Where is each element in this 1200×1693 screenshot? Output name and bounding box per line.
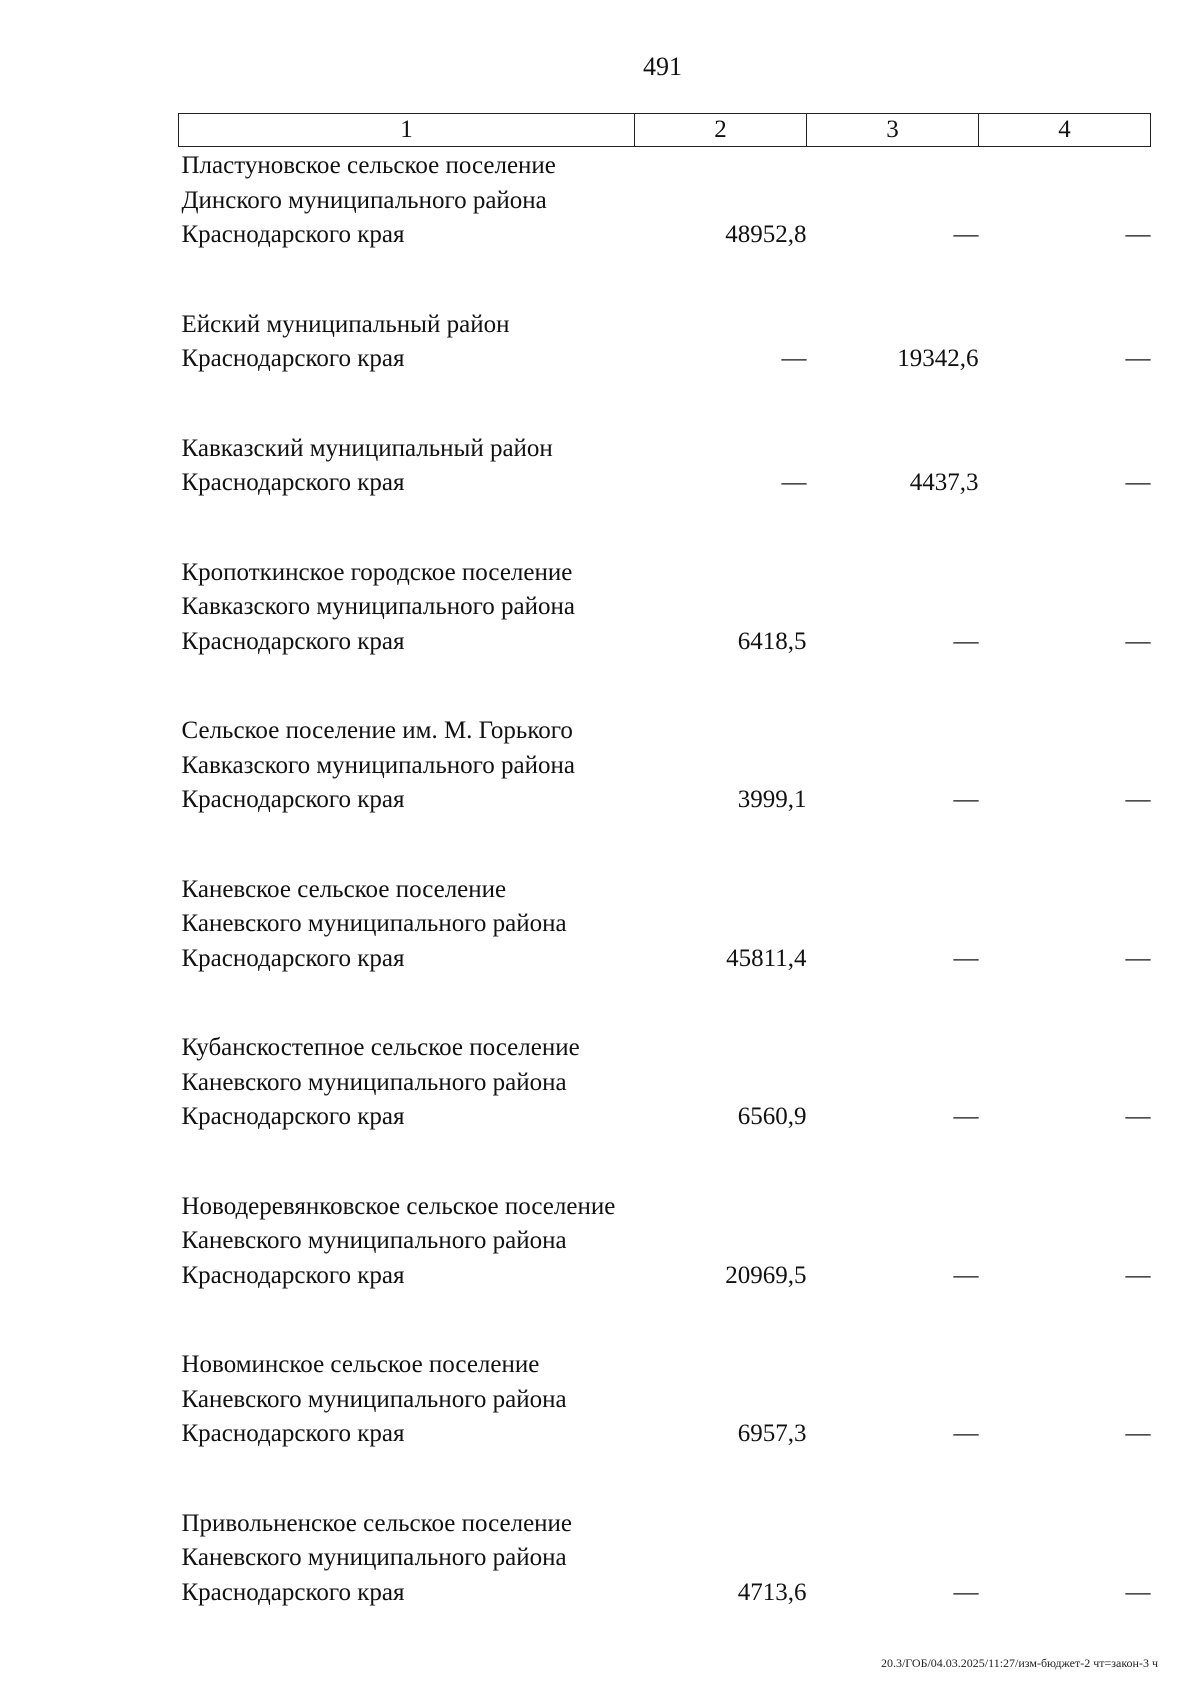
row-col4-value: — <box>1125 1261 1151 1289</box>
page-number: 491 <box>643 52 682 81</box>
row-col2-value: 6560,9 <box>737 1103 807 1130</box>
row-name: Кропоткинское городское поселение Кавказского муниципального района Краснодарского края <box>181 558 575 655</box>
row-name: Новодеревянковское сельское поселение Каневского муниципального района Краснодарского края <box>181 1192 616 1289</box>
row-col4-value: — <box>1125 221 1151 248</box>
table-header <box>179 114 1151 147</box>
table-row <box>179 308 1151 432</box>
table-row <box>179 1348 1151 1507</box>
table-row <box>179 556 1151 715</box>
row-col2-value: 6418,5 <box>737 627 807 655</box>
row-name: Каневское сельское поселение Каневского муниципального района Краснодарского края <box>181 875 567 972</box>
row-name: Пластуновское сельское поселение Динского муниципального района Краснодарского края <box>181 152 556 248</box>
row-col3-value: — <box>953 627 979 655</box>
document-footer-code: 20.3/ГОБ/04.03.2025/11:27/изм-бюджет-2 чт=закон-3 ч <box>880 1656 1158 1670</box>
row-col4-value: — <box>1125 1420 1151 1447</box>
row-col3-value: — <box>953 786 979 813</box>
row-col4-value: — <box>1125 469 1151 496</box>
row-col2-value: 45811,4 <box>726 944 807 972</box>
row-col3-value: — <box>953 1420 979 1447</box>
row-col3-value: — <box>953 944 979 972</box>
row-name: Новоминское сельское поселение Каневского муниципального района Краснодарского края <box>181 1351 567 1447</box>
row-name: Кубанскостепное сельское поселение Каневского муниципального района Краснодарского края <box>181 1034 580 1130</box>
row-name: Кавказский муниципальный район Краснодарского края <box>181 434 553 496</box>
row-col3-value: — <box>953 1103 979 1130</box>
row-col2-value: 4713,6 <box>737 1578 807 1606</box>
row-col4-value: — <box>1125 345 1151 372</box>
row-col2-value: — <box>781 345 807 372</box>
row-col2-value: 20969,5 <box>725 1261 807 1289</box>
row-col2-value: — <box>781 469 807 496</box>
table-body <box>179 147 1151 1666</box>
row-col2-value: 3999,1 <box>737 786 807 813</box>
table-row <box>179 873 1151 1032</box>
row-name: Привольненское сельское поселение Каневского муниципального района Краснодарского края <box>181 1509 573 1606</box>
table-row <box>179 432 1151 556</box>
row-col4-value: — <box>1125 1578 1151 1606</box>
header-col-4: 4 <box>979 114 1151 147</box>
row-col4-value: — <box>1125 627 1151 655</box>
header-col-1: 1 <box>179 114 635 147</box>
row-col3-value: — <box>953 1578 979 1606</box>
row-col3-value: 4437,3 <box>909 469 979 496</box>
table-row <box>179 714 1151 873</box>
budget-table <box>178 113 1151 1665</box>
table-row <box>179 1190 1151 1349</box>
row-col3-value: — <box>953 221 979 248</box>
row-name: Сельское поселение им. М. Горького Кавказского муниципального района Краснодарского края <box>181 717 575 813</box>
row-col4-value: — <box>1125 1103 1151 1130</box>
header-col-2: 2 <box>635 114 807 147</box>
row-col4-value: — <box>1125 786 1151 813</box>
table-row <box>179 147 1151 308</box>
header-col-3: 3 <box>807 114 979 147</box>
row-col2-value: 48952,8 <box>725 221 807 248</box>
row-col3-value: 19342,6 <box>897 345 979 372</box>
header-row <box>179 114 1151 147</box>
row-col2-value: 6957,3 <box>737 1420 807 1447</box>
table-row <box>179 1031 1151 1190</box>
row-name: Ейский муниципальный район Краснодарского края <box>181 310 510 372</box>
table-row <box>179 1507 1151 1666</box>
row-col4-value: — <box>1125 944 1151 972</box>
row-col3-value: — <box>953 1261 979 1289</box>
